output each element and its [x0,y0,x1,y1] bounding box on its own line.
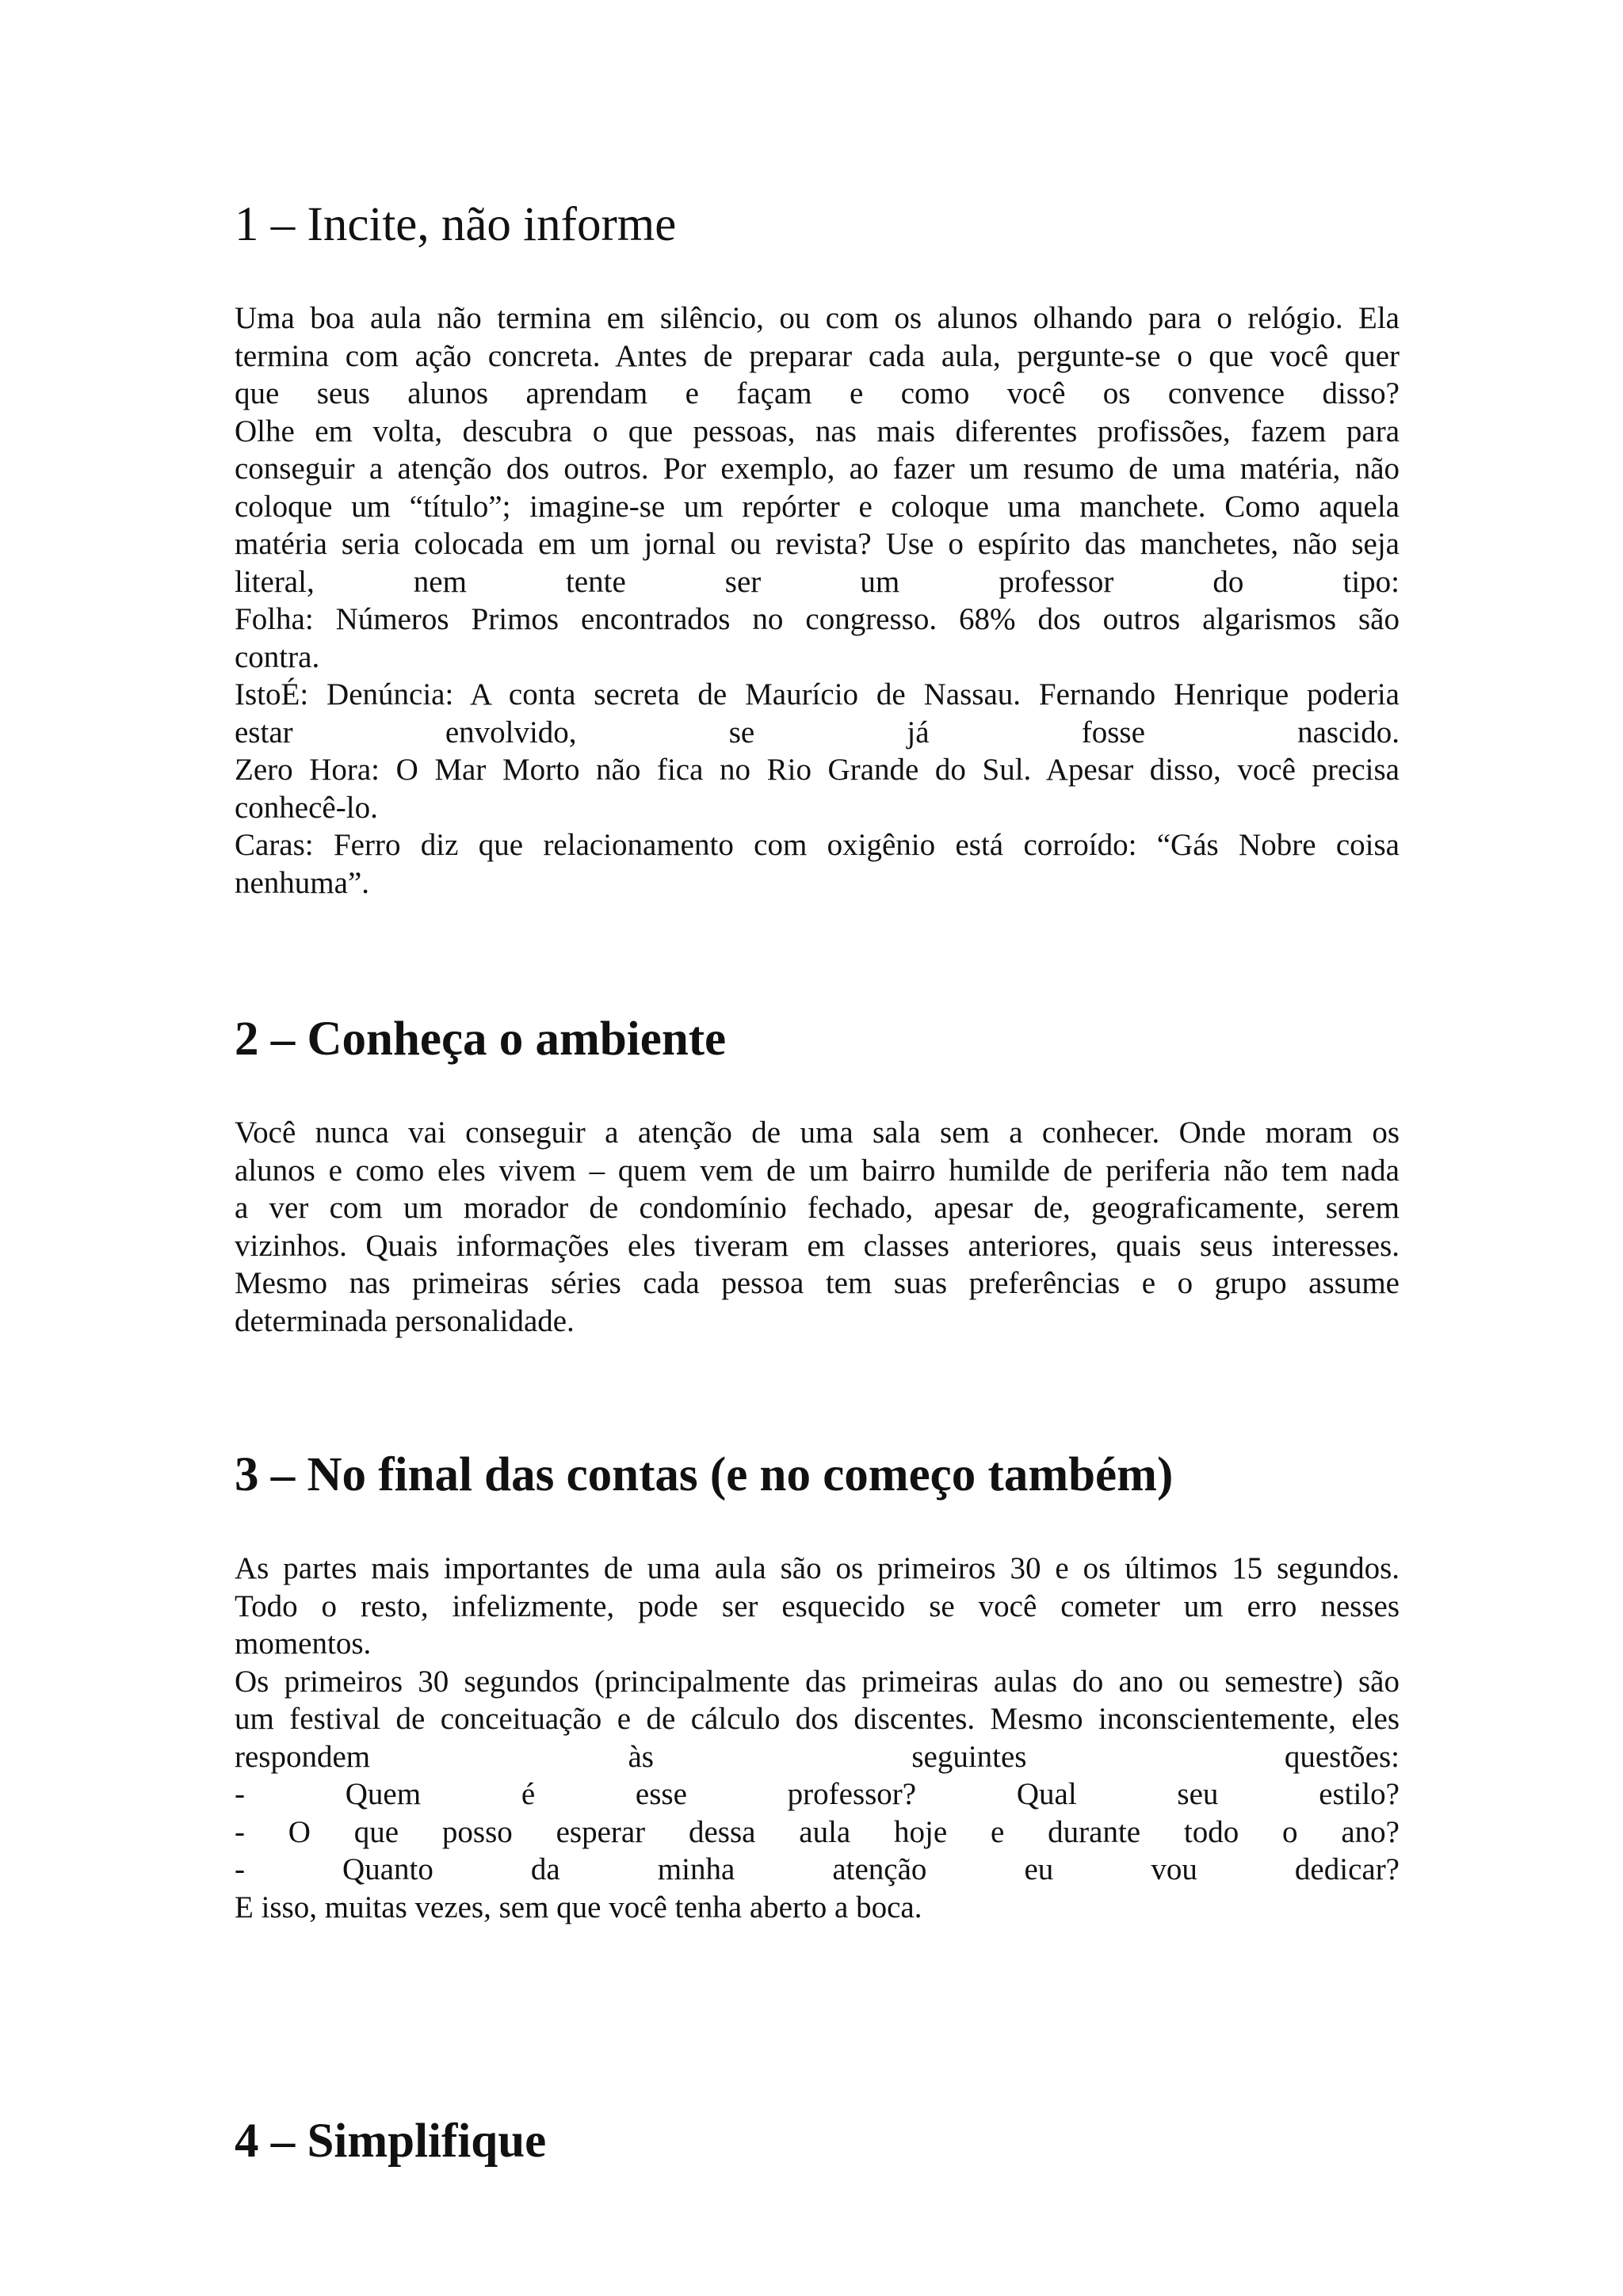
paragraph-line: Zero Hora: O Mar Morto não fica no Rio Grande do Sul. Apesar disso, você precisa [235,753,1400,787]
paragraph-line: E isso, muitas vezes, sem que você tenha aberto a boca. [235,1890,922,1924]
paragraph-line: alunos e como eles vivem – quem vem de um bairro humilde de periferia não tem nada [235,1153,1400,1188]
paragraph-line: estar envolvido, se já fosse nascido. [235,715,1400,749]
paragraph-line: determinada personalidade. [235,1303,575,1338]
paragraph-line: que seus alunos aprendam e façam e como você os convence disso? [235,376,1400,410]
paragraph-line: Mesmo nas primeiras séries cada pessoa tem suas preferências e o grupo assume [235,1266,1400,1300]
paragraph-line: Caras: Ferro diz que relacionamento com oxigênio está corroído: “Gás Nobre coisa [235,828,1400,862]
section-2-body [235,1114,1400,1340]
section-2 [235,1011,1400,1340]
section-2-title: 2 – Conheça o ambiente [235,1013,727,1066]
list-item: - O que posso esperar dessa aula hoje e durante todo o ano? [235,1814,1400,1849]
paragraph-line: respondem às seguintes questões: [235,1739,1400,1774]
paragraph-line: conseguir a atenção dos outros. Por exemplo, ao fazer um resumo de uma matéria, não [235,452,1400,486]
list-item: - Quanto da minha atenção eu vou dedicar? [235,1852,1400,1886]
paragraph-line: contra. [235,639,320,674]
paragraph-line: Os primeiros 30 segundos (principalmente das primeiras aulas do ano ou semestre) são [235,1664,1400,1699]
section-3-title: 3 – No final das contas (e no começo também) [235,1448,1174,1501]
section-4-title: 4 – Simplifique [235,2115,547,2168]
paragraph-line: Uma boa aula não termina em silêncio, ou com os alunos olhando para o relógio. Ela [235,301,1400,335]
paragraph-line: Folha: Números Primos encontrados no congresso. 68% dos outros algarismos são [235,602,1400,636]
paragraph-line: Você nunca vai conseguir a atenção de uma sala sem a conhecer. Onde moram os [235,1116,1400,1150]
paragraph-line: coloque um “título”; imagine-se um repórter e coloque uma manchete. Como aquela [235,489,1400,524]
paragraph-line: nenhuma”. [235,865,370,900]
section-3-body [235,1550,1400,1926]
paragraph-line: Todo o resto, infelizmente, pode ser esquecido se você cometer um erro nesses [235,1589,1400,1623]
paragraph-line: um festival de conceituação e de cálculo dos discentes. Mesmo inconscientemente, eles [235,1702,1400,1736]
section-4 [235,2113,1400,2170]
paragraph-line: As partes mais importantes de uma aula são os primeiros 30 e os últimos 15 segundos. [235,1551,1400,1585]
paragraph-line: termina com ação concreta. Antes de preparar cada aula, pergunte-se o que você quer [235,338,1400,373]
paragraph-line: Olhe em volta, descubra o que pessoas, nas mais diferentes profissões, fazem para [235,414,1400,448]
paragraph-line: momentos. [235,1627,372,1661]
list-item: - Quem é esse professor? Qual seu estilo? [235,1777,1400,1811]
section-1 [235,196,1400,902]
paragraph-line: matéria seria colocada em um jornal ou revista? Use o espírito das manchetes, não seja [235,527,1400,561]
paragraph-line: a ver com um morador de condomínio fechado, apesar de, geograficamente, serem [235,1191,1400,1225]
paragraph-line: literal, nem tente ser um professor do tipo: [235,564,1400,599]
paragraph-line: IstoÉ: Denúncia: A conta secreta de Maurício de Nassau. Fernando Henrique poderia [235,677,1400,711]
paragraph-line: conhecê-lo. [235,790,378,825]
paragraph-line: vizinhos. Quais informações eles tiveram em classes anteriores, quais seus interesses. [235,1228,1400,1263]
section-1-body [235,299,1400,902]
section-1-title: 1 – Incite, não informe [235,198,677,251]
section-3 [235,1447,1400,1926]
